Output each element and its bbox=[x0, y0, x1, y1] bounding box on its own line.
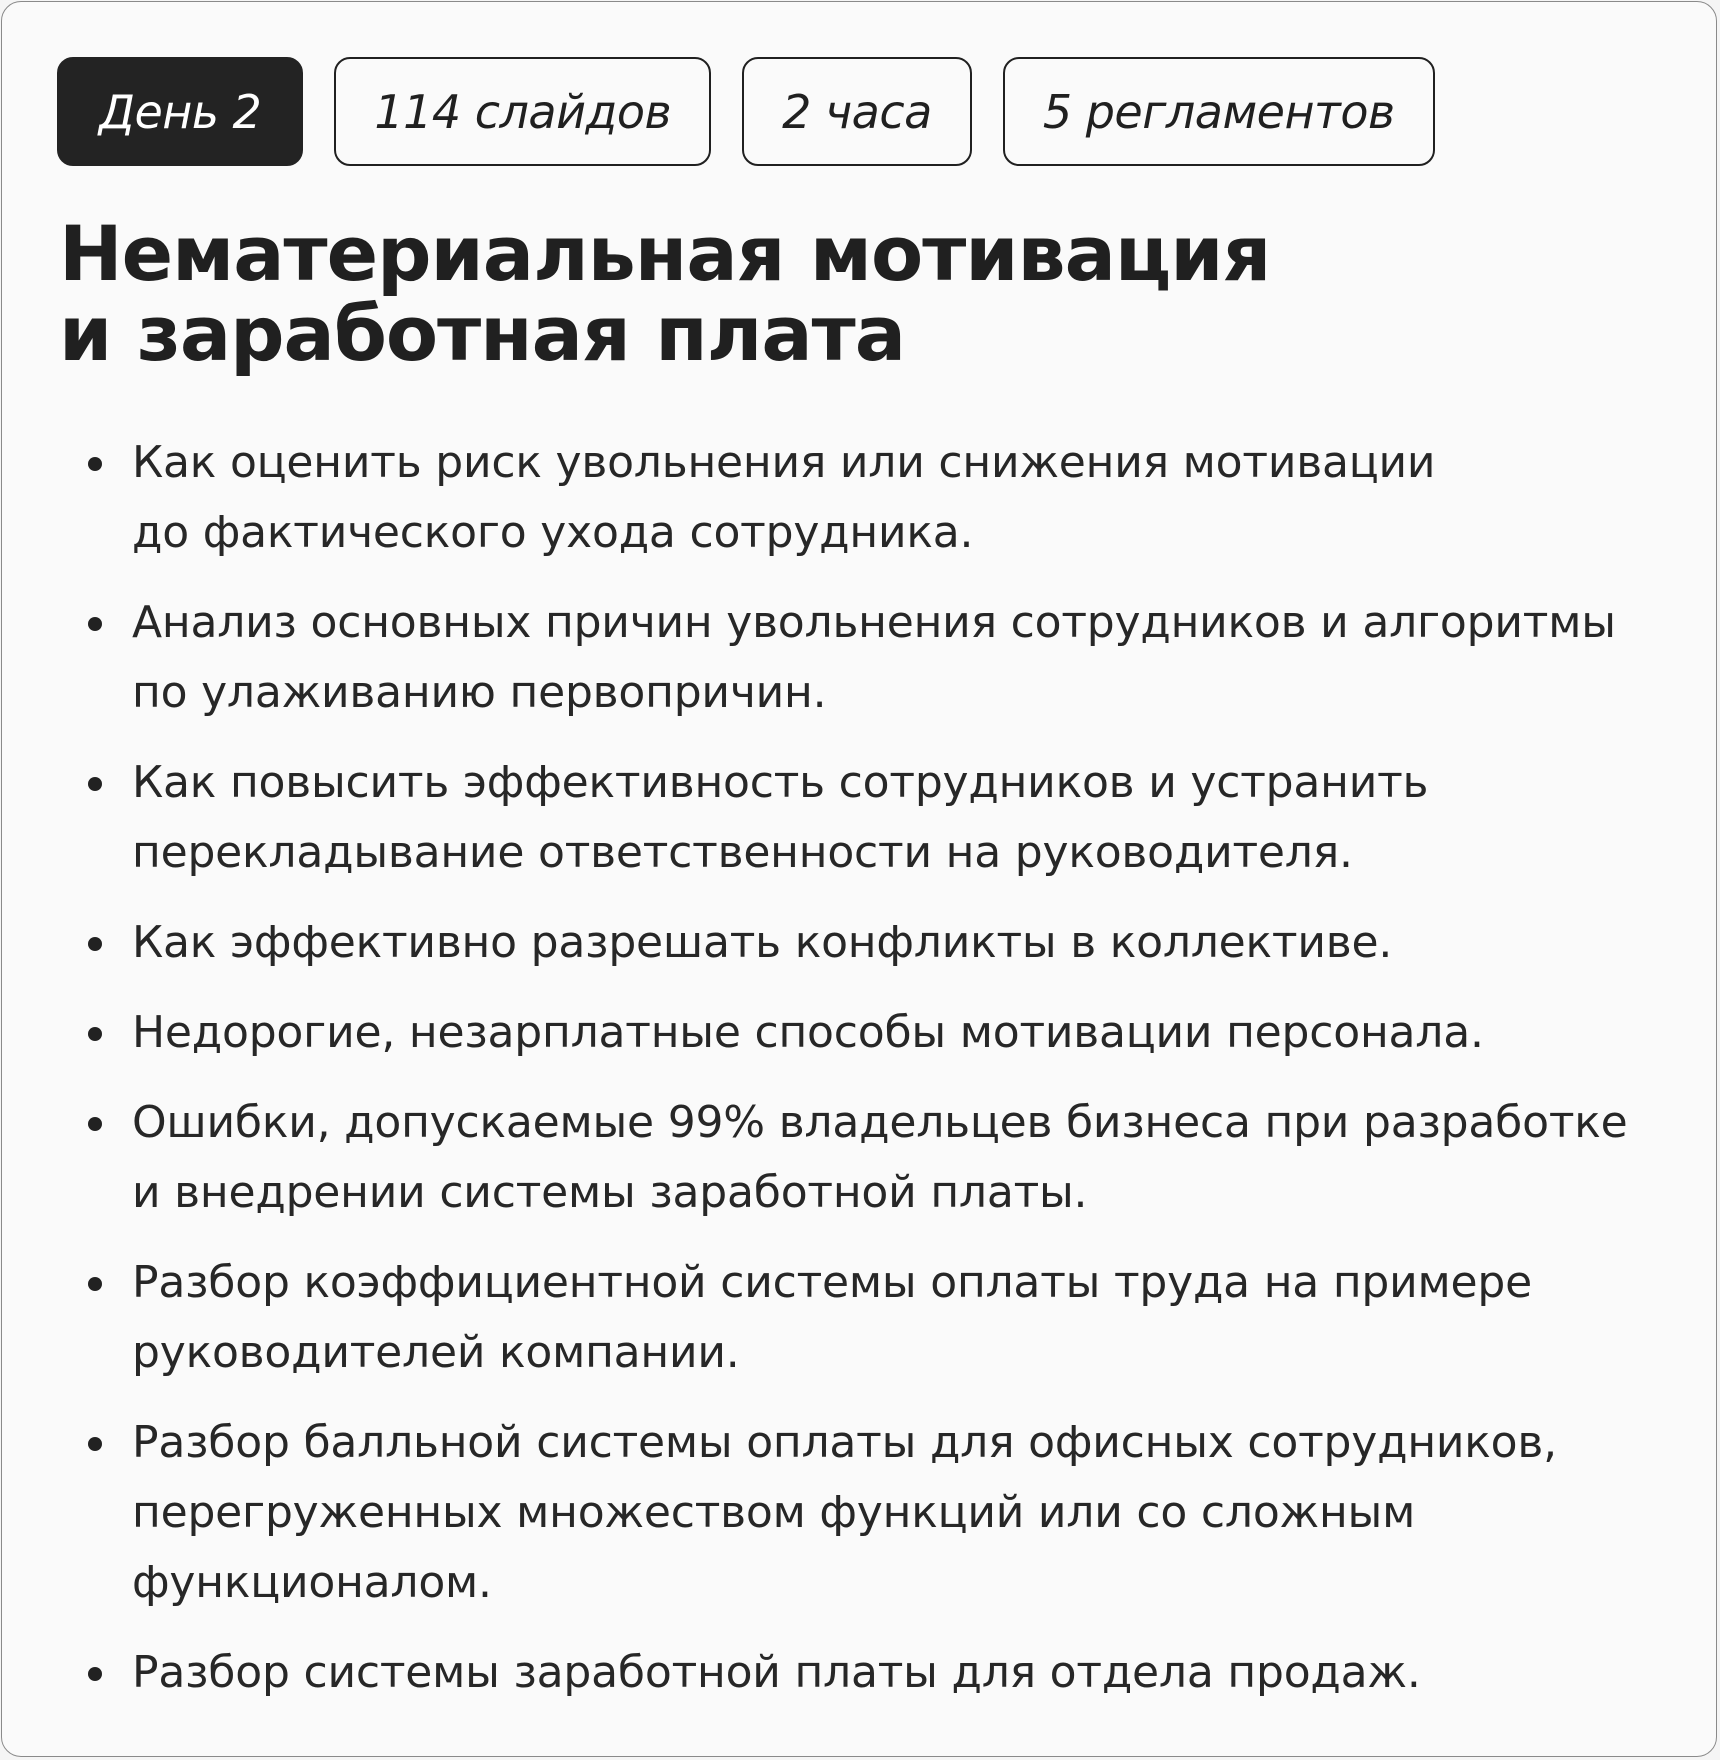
bullet-dot-icon bbox=[88, 617, 102, 631]
list-item bbox=[132, 588, 1692, 728]
list-item bbox=[132, 748, 1692, 888]
list-item-text: перекладывание ответственности на руководителя. bbox=[132, 827, 1353, 878]
bullet-dot-icon bbox=[88, 1027, 102, 1041]
page-title-line-2: и заработная плата bbox=[59, 289, 906, 378]
tag-row bbox=[57, 57, 1435, 166]
list-item bbox=[132, 1408, 1692, 1618]
bullet-dot-icon bbox=[88, 1437, 102, 1451]
list-item-text: Недорогие, незарплатные способы мотивации персонала. bbox=[132, 1007, 1484, 1058]
list-item bbox=[132, 428, 1692, 568]
list-item bbox=[132, 1088, 1692, 1228]
list-item-text: Ошибки, допускаемые 99% владельцев бизнеса при разработке bbox=[132, 1097, 1628, 1148]
list-item-text: по улаживанию первопричин. bbox=[132, 667, 827, 718]
list-item-text: Анализ основных причин увольнения сотрудников и алгоритмы bbox=[132, 597, 1616, 648]
bullet-dot-icon bbox=[88, 457, 102, 471]
list-item-text: функционалом. bbox=[132, 1557, 492, 1608]
list-item-text: перегруженных множеством функций или со сложным bbox=[132, 1487, 1416, 1538]
list-item bbox=[132, 1248, 1692, 1388]
tag-slides[interactable]: 114 слайдов bbox=[334, 57, 711, 166]
bullet-dot-icon bbox=[88, 937, 102, 951]
list-item-text: Разбор системы заработной платы для отдела продаж. bbox=[132, 1647, 1421, 1698]
tag-duration[interactable]: 2 часа bbox=[742, 57, 972, 166]
page-title-line-1: Нематериальная мотивация bbox=[59, 209, 1271, 298]
list-item-text: Как повысить эффективность сотрудников и устранить bbox=[132, 757, 1429, 808]
tag-regulations[interactable]: 5 регламентов bbox=[1003, 57, 1435, 166]
page-title bbox=[59, 209, 1271, 378]
bullet-dot-icon bbox=[88, 1277, 102, 1291]
list-item-text: руководителей компании. bbox=[132, 1327, 740, 1378]
list-item-text: и внедрении системы заработной платы. bbox=[132, 1167, 1088, 1218]
bullet-dot-icon bbox=[88, 1117, 102, 1131]
list-item-text: Как эффективно разрешать конфликты в коллективе. bbox=[132, 917, 1393, 968]
list-item-text: Разбор балльной системы оплаты для офисных сотрудников, bbox=[132, 1417, 1557, 1468]
list-item-text: Как оценить риск увольнения или снижения мотивации bbox=[132, 437, 1436, 488]
list-item bbox=[132, 998, 1692, 1068]
list-item bbox=[132, 1638, 1692, 1708]
list-item-text: Разбор коэффициентной системы оплаты труда на примере bbox=[132, 1257, 1532, 1308]
program-card bbox=[1, 1, 1717, 1757]
topic-list bbox=[132, 428, 1692, 1728]
list-item-text: до фактического ухода сотрудника. bbox=[132, 507, 974, 558]
tag-day[interactable]: День 2 bbox=[57, 57, 303, 166]
bullet-dot-icon bbox=[88, 777, 102, 791]
bullet-dot-icon bbox=[88, 1667, 102, 1681]
list-item bbox=[132, 908, 1692, 978]
